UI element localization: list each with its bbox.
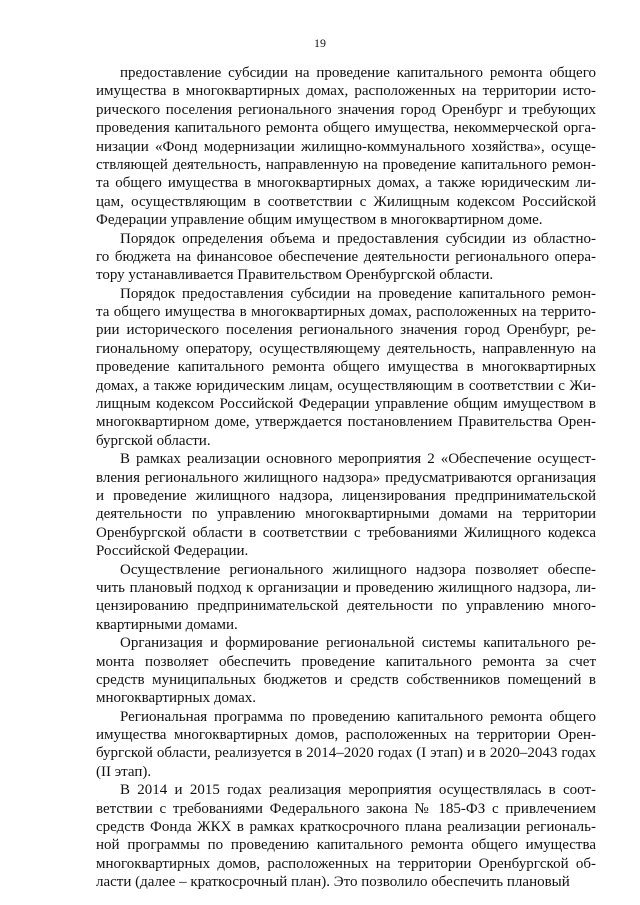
paragraph: [96, 781, 596, 891]
text-line: средств Фонда ЖКХ в рамках краткосрочного плана реализации региональ-: [96, 819, 596, 836]
text-line: ной программы по проведению капитального ремонта общего имущества: [96, 837, 596, 854]
text-line: Федерации управление общим имуществом в многоквартирном доме.: [96, 212, 543, 229]
text-line: тору устанавливается Правительством Оренбургской области.: [96, 267, 494, 284]
paragraph: [96, 708, 596, 782]
text-line: рии исторического поселения регионального значения город Оренбург, ре-: [96, 322, 596, 339]
text-line: вления регионального жилищного надзора» предусматриваются организация: [96, 469, 596, 486]
text-line: квартирными домами.: [96, 616, 238, 633]
paragraph: [96, 285, 596, 451]
text-line: цензированию предпринимательской деятельности по управлению много-: [96, 598, 596, 615]
text-line: многоквартирном доме, утверждается постановлением Правительства Орен-: [96, 414, 596, 431]
text-line: бургской области.: [96, 432, 211, 449]
text-line: цам, осуществляющим в соответствии с Жилищным кодексом Российской: [96, 193, 596, 210]
text-line: предоставление субсидии на проведение капитального ремонта общего: [120, 65, 596, 81]
text-line: та общего имущества в многоквартирных домах, расположенных на террито-: [96, 304, 596, 321]
text-line: Порядок предоставления субсидии на проведение капитального ремон-: [120, 285, 596, 302]
text-line: имущества в многоквартирных домах, расположенных на территории исто-: [96, 83, 596, 100]
text-line: бургской области, реализуется в 2014–2020 годах (I этап) и в 2020–2043 годах: [96, 745, 596, 762]
text-line: та общего имущества в многоквартирных домах, а также юридическим ли-: [96, 175, 596, 192]
text-line: Российской Федерации.: [96, 543, 249, 560]
text-line: В 2014 и 2015 годах реализация мероприятия осуществлялась в соот-: [120, 782, 596, 799]
text-line: Осуществление регионального жилищного надзора позволяет обеспе-: [120, 561, 596, 578]
paragraph: [96, 561, 596, 635]
text-line: Организация и формирование региональной системы капитального ре-: [120, 635, 596, 652]
text-line: ствляющей деятельность, направленную на проведение капитального ремон-: [96, 156, 596, 173]
text-line: чить плановый подход к организации и проведению жилищного надзора, ли-: [96, 579, 596, 596]
text-line: имущества многоквартирных домов, расположенных на территории Орен-: [96, 727, 596, 744]
text-line: В рамках реализации основного мероприятия 2 «Обеспечение осущест-: [120, 451, 596, 468]
text-line: деятельности по управлению многоквартирными домами на территории: [96, 506, 596, 523]
text-line: го бюджета на финансовое обеспечение деятельности регионального опера-: [96, 248, 596, 265]
paragraph: [96, 230, 596, 285]
text-line: рического поселения регионального значения город Оренбург и требующих: [96, 101, 596, 118]
document-body: [96, 64, 596, 892]
text-line: монта позволяет обеспечить проведение капитального ремонта за счет: [96, 653, 596, 670]
text-line: проведения капитального ремонта общего имущества, некоммерческой орга-: [96, 120, 596, 137]
text-line: гиональному оператору, осуществляющему деятельность, направленную на: [96, 340, 596, 357]
text-line: и проведение жилищного надзора, лицензирования предпринимательской: [96, 487, 596, 504]
text-line: (II этап).: [96, 763, 152, 780]
text-line: многоквартирных домов, расположенных на территории Оренбургской об-: [96, 855, 596, 872]
paragraph: [96, 64, 596, 230]
text-line: Порядок определения объема и предоставления субсидии из областно-: [120, 230, 596, 247]
text-line: Региональная программа по проведению капитального ремонта общего: [120, 708, 596, 725]
text-line: многоквартирных домах.: [96, 690, 257, 707]
paragraph: [96, 450, 596, 560]
page-number: 19: [314, 36, 326, 50]
text-line: домах, а также юридическим лицам, осуществляющим в соответствии с Жи-: [96, 377, 596, 394]
text-line: средств муниципальных бюджетов и средств собственников помещений в: [96, 671, 596, 688]
text-line: Оренбургской области в соответствии с требованиями Жилищного кодекса: [96, 524, 596, 541]
text-line: ласти (далее – краткосрочный план). Это позволило обеспечить плановый: [96, 874, 570, 891]
text-line: лищным кодексом Российской Федерации управление общим имуществом в: [96, 396, 596, 413]
paragraph: [96, 634, 596, 708]
text-line: проведение капитального ремонта общего имущества в многоквартирных: [96, 359, 596, 376]
text-line: ветствии с требованиями Федерального закона № 185-ФЗ с привлечением: [96, 800, 596, 817]
text-line: низации «Фонд модернизации жилищно-коммунального хозяйства», осуще-: [96, 138, 596, 155]
